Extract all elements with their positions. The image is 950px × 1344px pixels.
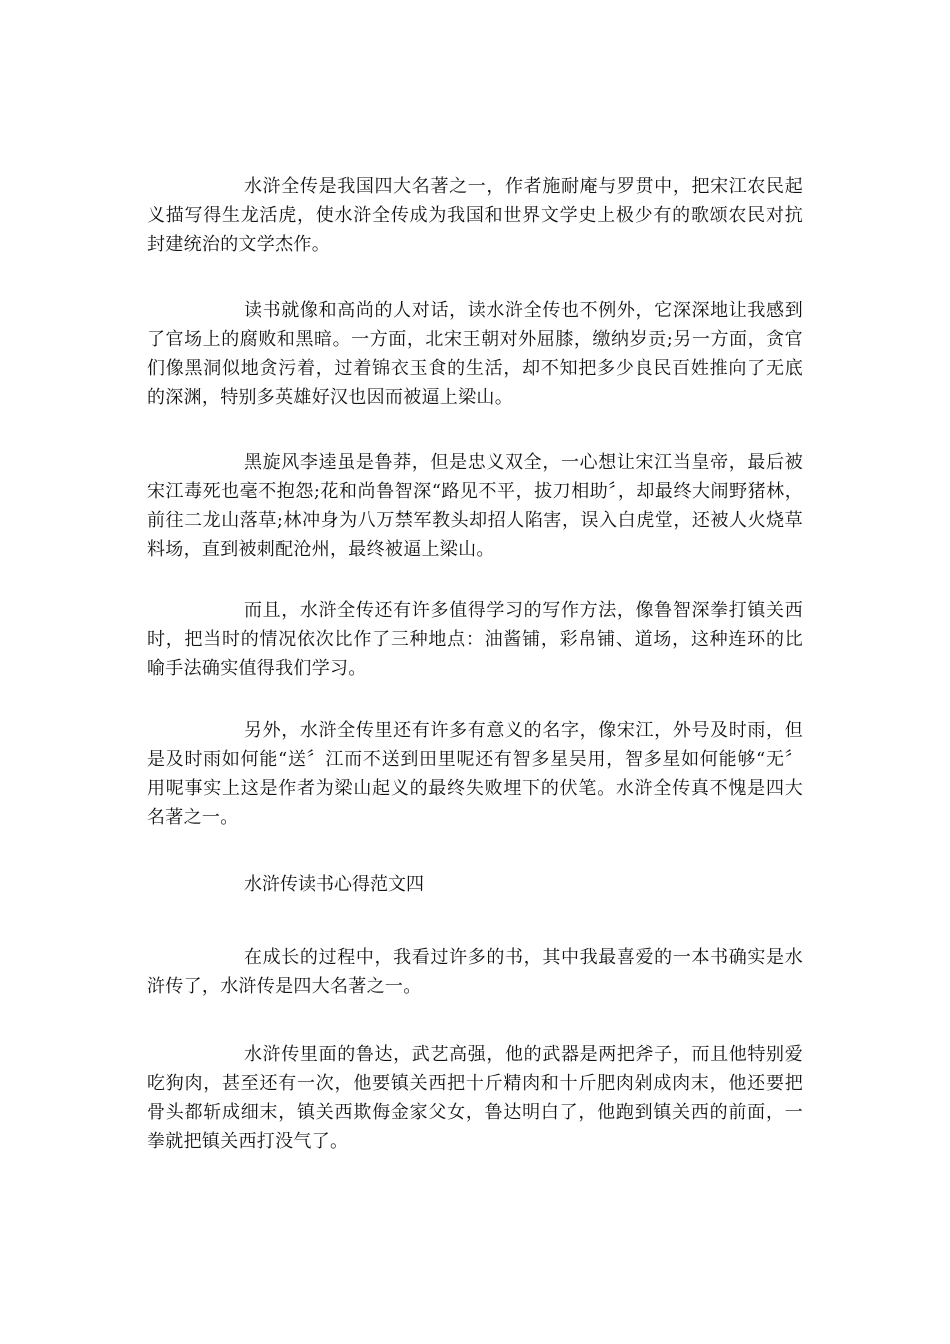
paragraph-favorite-book: 在成长的过程中，我看过许多的书，其中我最喜爱的一本书确实是水浒传了，水浒传是四大名著之一。 xyxy=(147,947,803,997)
paragraph-luda: 水浒传里面的鲁达，武艺高强，他的武器是两把斧子，而且他特别爱吃狗肉，甚至还有一次，他要镇关西把十斤精肉和十斤肥肉剁成肉末，他还要把骨头都斩成细末，镇关西欺侮金家父女，鲁达明白了，他跑到镇关西的前面，一拳就把镇关西打没气了。 xyxy=(147,1044,803,1152)
paragraph-intro: 水浒全传是我国四大名著之一，作者施耐庵与罗贯中，把宋江农民起义描写得生龙活虎，使水浒全传成为我国和世界文学史上极少有的歌颂农民对抗封建统治的文学杰作。 xyxy=(147,176,803,255)
paragraph-heroes: 黑旋风李逵虽是鲁莽，但是忠义双全，一心想让宋江当皇帝，最后被宋江毒死也毫不抱怨;花和尚鲁智深“路见不平，拔刀相助〞，却最终大闹野猪林，前往二龙山落草;林冲身为八万禁军教头却招人陷害，误入白虎堂，还被人火烧草料场，直到被刺配沧州，最终被逼上梁山。 xyxy=(147,452,803,560)
paragraph-names: 另外，水浒全传里还有许多有意义的名字，像宋江，外号及时雨，但是及时雨如何能“送〞江而不送到田里呢还有智多星吴用，智多星如何能够“无〞用呢事实上这是作者为梁山起义的最终失败埋下的伏笔。水浒全传真不愧是四大名著之一。 xyxy=(147,720,803,828)
paragraph-writing-method: 而且，水浒全传还有许多值得学习的写作方法，像鲁智深拳打镇关西时，把当时的情况依次比作了三种地点：油酱铺，彩帛铺、道场，这种连环的比喻手法确实值得我们学习。 xyxy=(147,600,803,679)
paragraph-corruption: 读书就像和高尚的人对话，读水浒全传也不例外，它深深地让我感到了官场上的腐败和黑暗。一方面，北宋王朝对外屈膝，缴纳岁贡;另一方面，贪官们像黑洞似地贪污着，过着锦衣玉食的生活，却不知把多少良民百姓推向了无底的深渊，特别多英雄好汉也因而被逼上梁山。 xyxy=(147,300,803,408)
section-title: 水浒传读书心得范文四 xyxy=(244,874,424,895)
